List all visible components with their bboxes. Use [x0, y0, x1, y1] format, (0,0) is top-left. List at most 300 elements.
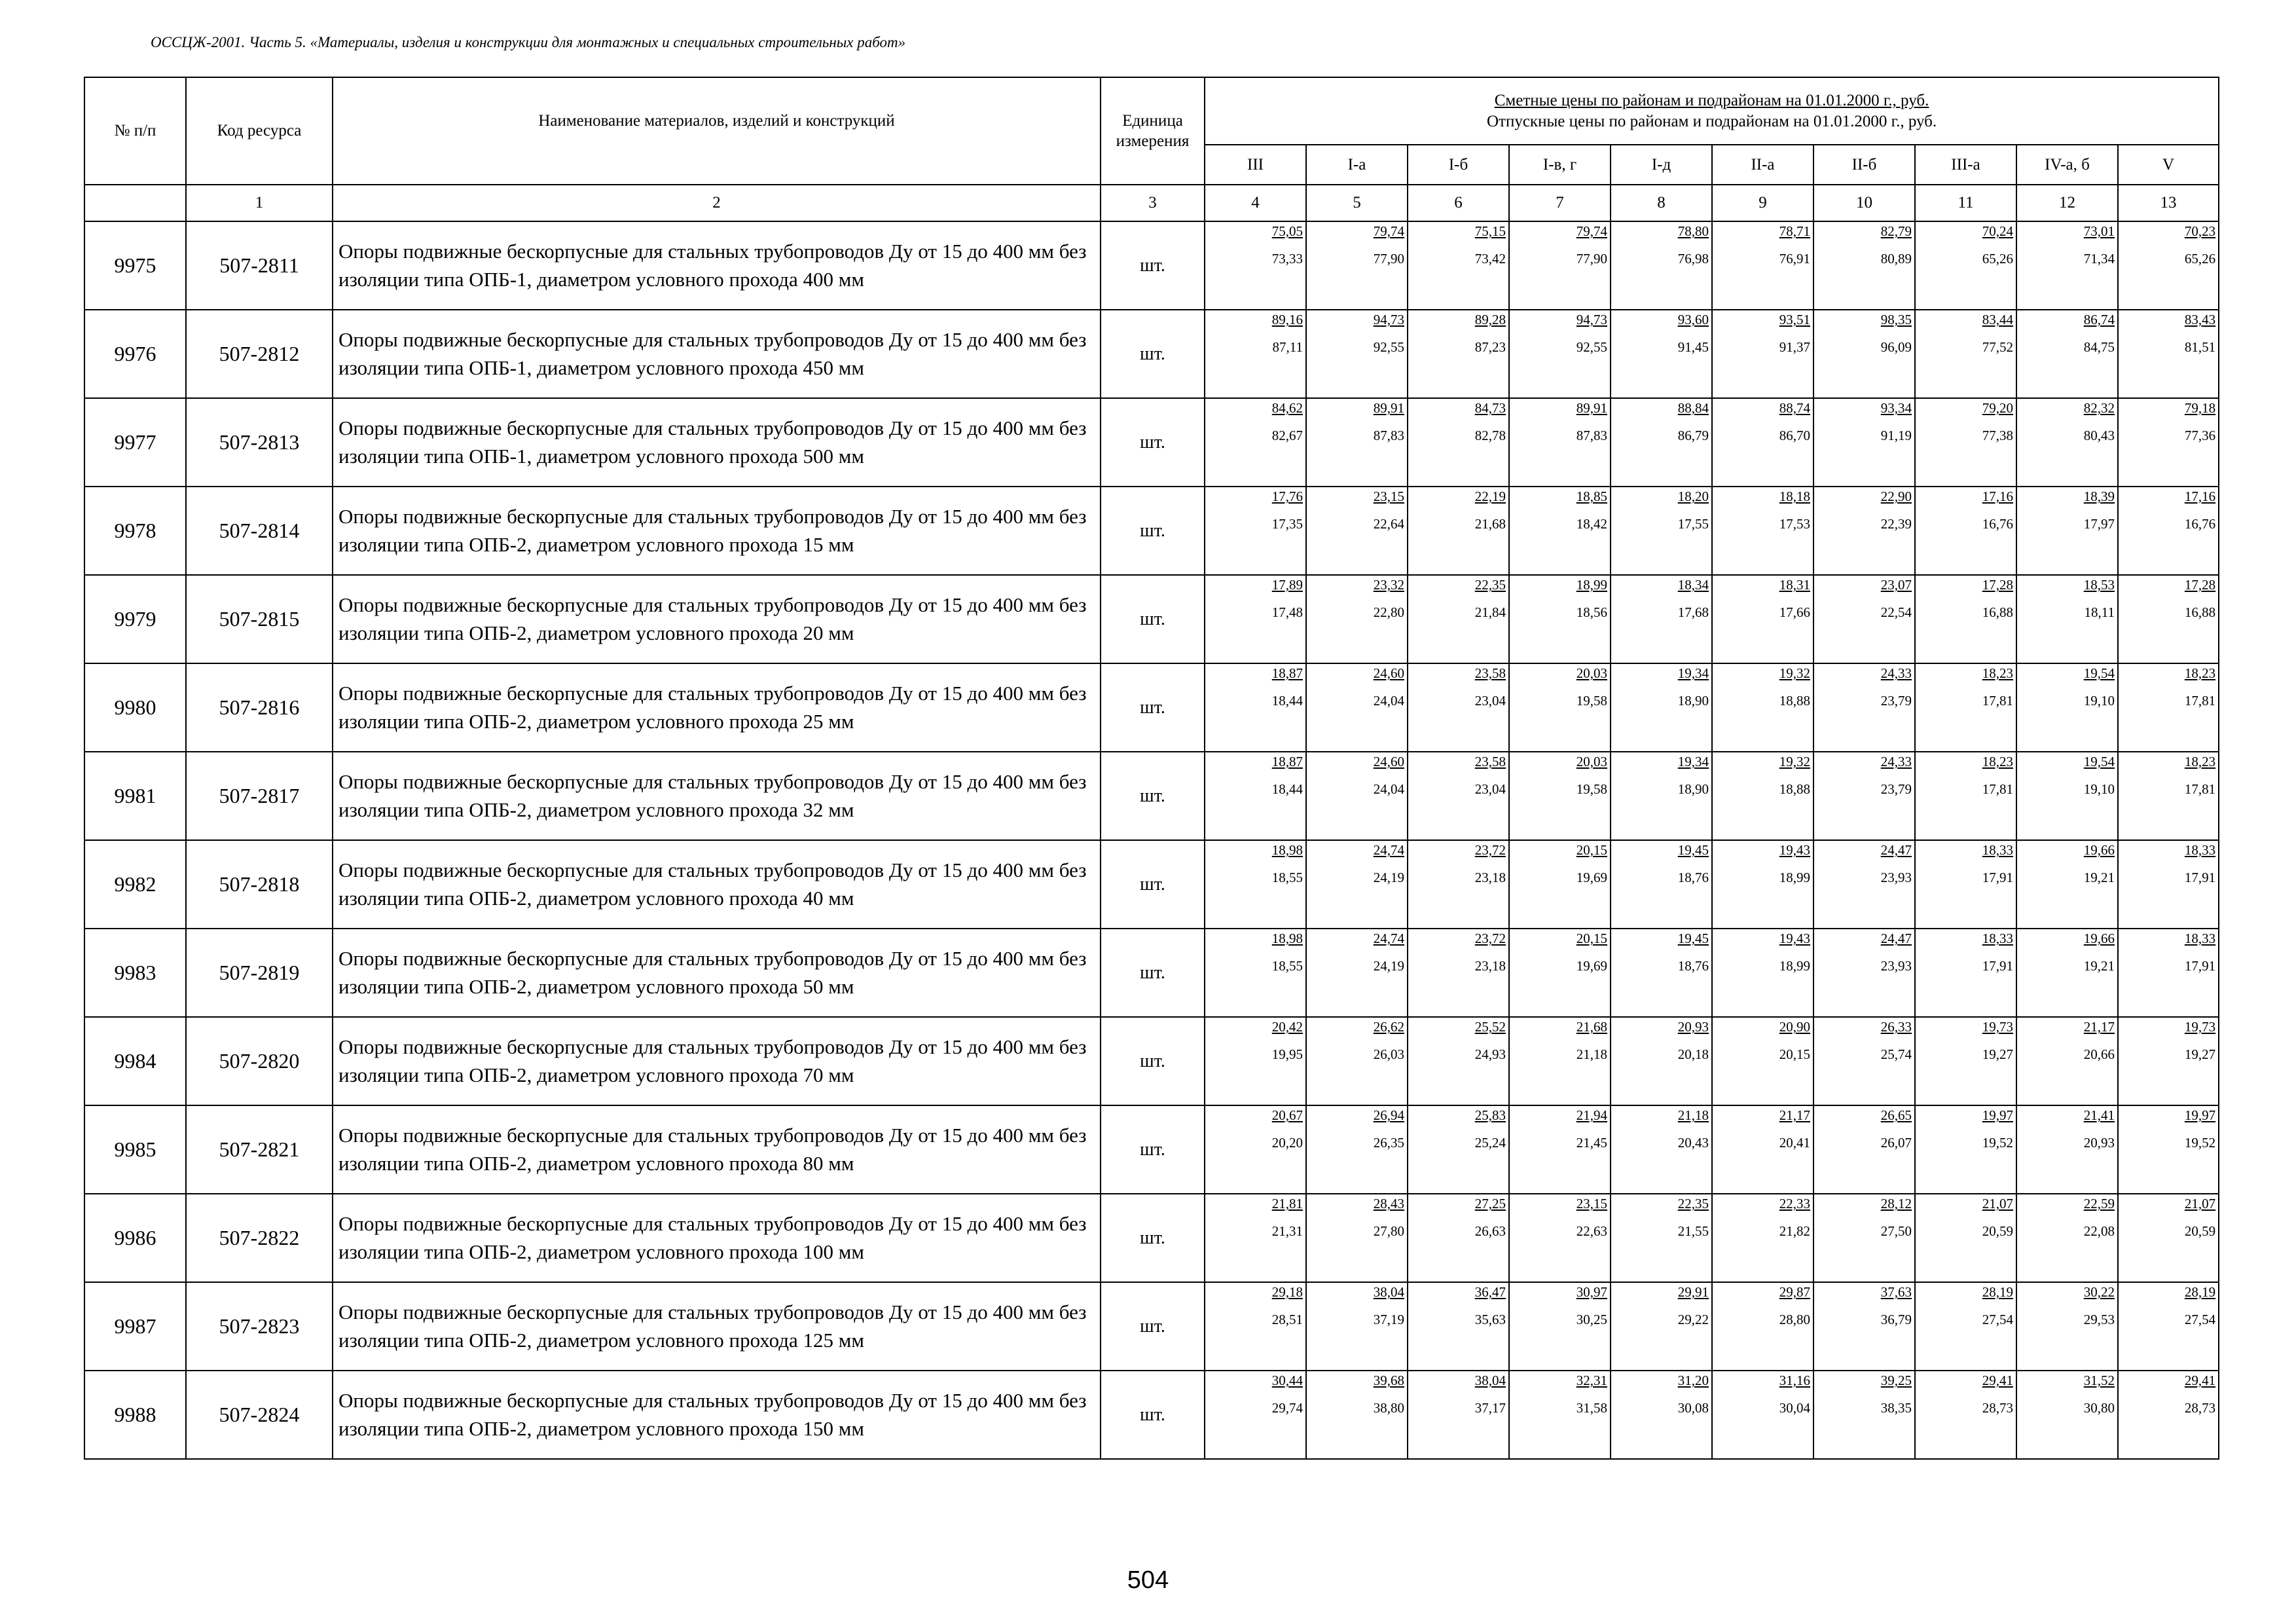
release-price: 26,35: [1373, 1135, 1404, 1151]
price-cell: [2016, 840, 2118, 929]
estimated-price: 19,32: [1779, 754, 1810, 769]
resource-code: 507-2823: [186, 1282, 333, 1371]
estimated-price: 19,73: [1982, 1019, 2013, 1035]
table-row: [84, 1282, 2219, 1371]
resource-code: 507-2814: [186, 487, 333, 575]
release-price: 24,19: [1373, 958, 1404, 974]
estimated-price: 24,60: [1373, 665, 1404, 681]
release-price: 77,36: [2184, 428, 2216, 443]
price-cell: [2118, 1282, 2219, 1371]
release-price: 20,41: [1779, 1135, 1810, 1151]
release-price: 24,04: [1373, 693, 1404, 709]
estimated-price: 23,72: [1474, 931, 1506, 946]
release-price: 20,18: [1677, 1046, 1709, 1062]
estimated-price: 19,34: [1677, 665, 1709, 681]
release-price: 19,10: [2083, 781, 2115, 797]
price-cell: [2118, 575, 2219, 663]
estimated-price: 17,28: [2184, 577, 2216, 593]
header-prices-estimated: Сметные цены по районам и подрайонам на 01.01.2000 г., руб.: [1494, 92, 1929, 110]
estimated-price: 21,07: [1982, 1196, 2013, 1211]
estimated-price: 93,34: [1880, 400, 1912, 416]
price-cell: [1408, 221, 1509, 310]
release-price: 65,26: [1982, 251, 2013, 267]
release-price: 18,42: [1576, 516, 1607, 532]
estimated-price: 26,62: [1373, 1019, 1404, 1035]
row-number: 9978: [84, 487, 186, 575]
release-price: 38,80: [1373, 1400, 1404, 1416]
release-price: 18,88: [1779, 781, 1810, 797]
release-price: 27,50: [1880, 1223, 1912, 1239]
estimated-price: 28,12: [1880, 1196, 1912, 1211]
estimated-price: 79,18: [2184, 400, 2216, 416]
material-name: Опоры подвижные бескорпусные для стальных трубопроводов Ду от 15 до 400 мм без изоляции типа ОПБ-2, диаметром условного прохода 15 мм: [333, 487, 1101, 575]
table-row: [84, 487, 2219, 575]
header-num: № п/п: [84, 77, 186, 185]
estimated-price: 22,33: [1779, 1196, 1810, 1211]
estimated-price: 31,52: [2083, 1373, 2115, 1388]
price-cell: [1509, 1017, 1611, 1105]
estimated-price: 23,15: [1373, 489, 1404, 504]
release-price: 19,27: [2184, 1046, 2216, 1062]
release-price: 19,21: [2083, 870, 2115, 885]
release-price: 17,81: [1982, 693, 2013, 709]
release-price: 82,67: [1271, 428, 1303, 443]
header-name: Наименование материалов, изделий и конструкций: [333, 77, 1101, 185]
estimated-price: 18,23: [1982, 665, 2013, 681]
release-price: 19,69: [1576, 958, 1607, 974]
release-price: 73,42: [1474, 251, 1506, 267]
release-price: 17,91: [1982, 870, 2013, 885]
unit-of-measure: шт.: [1101, 575, 1205, 663]
column-number: 13: [2118, 185, 2219, 221]
table-row: [84, 1194, 2219, 1282]
material-name: Опоры подвижные бескорпусные для стальных трубопроводов Ду от 15 до 400 мм без изоляции типа ОПБ-1, диаметром условного прохода 400 мм: [333, 221, 1101, 310]
estimated-price: 18,33: [2184, 842, 2216, 858]
resource-code: 507-2817: [186, 752, 333, 840]
release-price: 71,34: [2083, 251, 2115, 267]
release-price: 18,76: [1677, 958, 1709, 974]
row-number: 9983: [84, 929, 186, 1017]
estimated-price: 18,39: [2083, 489, 2115, 504]
price-cell: [1915, 1105, 2016, 1194]
price-cell: [1915, 1194, 2016, 1282]
estimated-price: 20,67: [1271, 1107, 1303, 1123]
release-price: 17,97: [2083, 516, 2115, 532]
estimated-price: 18,98: [1271, 842, 1303, 858]
release-price: 31,58: [1576, 1400, 1607, 1416]
resource-code: 507-2822: [186, 1194, 333, 1282]
price-cell: [1611, 840, 1712, 929]
price-cell: [1306, 310, 1408, 398]
release-price: 28,73: [2184, 1400, 2216, 1416]
unit-of-measure: шт.: [1101, 929, 1205, 1017]
price-cell: [1813, 1105, 1915, 1194]
material-name: Опоры подвижные бескорпусные для стальных трубопроводов Ду от 15 до 400 мм без изоляции типа ОПБ-2, диаметром условного прохода 100 мм: [333, 1194, 1101, 1282]
release-price: 77,38: [1982, 428, 2013, 443]
estimated-price: 19,45: [1677, 931, 1709, 946]
price-cell: [1813, 221, 1915, 310]
price-cell: [1611, 487, 1712, 575]
price-cell: [2118, 840, 2219, 929]
price-cell: [1509, 310, 1611, 398]
release-price: 18,99: [1779, 870, 1810, 885]
price-cell: [1712, 487, 1813, 575]
price-cell: [2016, 1282, 2118, 1371]
column-number: 1: [186, 185, 333, 221]
table-row: [84, 1017, 2219, 1105]
price-cell: [1712, 840, 1813, 929]
column-number: 2: [333, 185, 1101, 221]
column-number: 7: [1509, 185, 1611, 221]
table-row: [84, 398, 2219, 487]
price-cell: [2118, 752, 2219, 840]
price-cell: [1712, 752, 1813, 840]
release-price: 23,93: [1880, 870, 1912, 885]
release-price: 22,54: [1880, 604, 1912, 620]
release-price: 18,90: [1677, 781, 1709, 797]
row-number: 9988: [84, 1371, 186, 1459]
price-cell: [1712, 221, 1813, 310]
header-prices: [1205, 77, 2219, 145]
price-cell: [1306, 575, 1408, 663]
release-price: 73,33: [1271, 251, 1303, 267]
estimated-price: 26,94: [1373, 1107, 1404, 1123]
column-number: 5: [1306, 185, 1408, 221]
estimated-price: 23,07: [1880, 577, 1912, 593]
release-price: 16,76: [1982, 516, 2013, 532]
estimated-price: 22,35: [1474, 577, 1506, 593]
estimated-price: 19,34: [1677, 754, 1709, 769]
price-cell: [2016, 1371, 2118, 1459]
estimated-price: 19,97: [2184, 1107, 2216, 1123]
release-price: 24,04: [1373, 781, 1404, 797]
release-price: 20,43: [1677, 1135, 1709, 1151]
price-cell: [1509, 1282, 1611, 1371]
price-cell: [1306, 752, 1408, 840]
price-cell: [1712, 663, 1813, 752]
material-name: Опоры подвижные бескорпусные для стальных трубопроводов Ду от 15 до 400 мм без изоляции типа ОПБ-1, диаметром условного прохода 500 мм: [333, 398, 1101, 487]
estimated-price: 23,58: [1474, 665, 1506, 681]
unit-of-measure: шт.: [1101, 752, 1205, 840]
estimated-price: 98,35: [1880, 312, 1912, 327]
estimated-price: 18,23: [1982, 754, 2013, 769]
price-cell: [1408, 1105, 1509, 1194]
release-price: 82,78: [1474, 428, 1506, 443]
header-region: I-б: [1408, 145, 1509, 185]
price-cell: [1712, 398, 1813, 487]
release-price: 16,88: [1982, 604, 2013, 620]
price-cell: [1408, 575, 1509, 663]
estimated-price: 27,25: [1474, 1196, 1506, 1211]
release-price: 21,45: [1576, 1135, 1607, 1151]
resource-code: 507-2816: [186, 663, 333, 752]
estimated-price: 70,24: [1982, 223, 2013, 239]
price-cell: [1205, 752, 1306, 840]
estimated-price: 19,43: [1779, 931, 1810, 946]
release-price: 20,20: [1271, 1135, 1303, 1151]
release-price: 21,18: [1576, 1046, 1607, 1062]
table-row: [84, 929, 2219, 1017]
release-price: 27,54: [1982, 1312, 2013, 1327]
estimated-price: 21,94: [1576, 1107, 1607, 1123]
estimated-price: 19,32: [1779, 665, 1810, 681]
resource-code: 507-2812: [186, 310, 333, 398]
page-number: 504: [1127, 1566, 1169, 1594]
release-price: 81,51: [2184, 339, 2216, 355]
price-cell: [1205, 1105, 1306, 1194]
price-cell: [1306, 929, 1408, 1017]
estimated-price: 18,33: [2184, 931, 2216, 946]
release-price: 20,15: [1779, 1046, 1810, 1062]
price-cell: [1611, 663, 1712, 752]
release-price: 20,59: [2184, 1223, 2216, 1239]
price-cell: [2016, 1017, 2118, 1105]
price-cell: [1408, 398, 1509, 487]
estimated-price: 89,91: [1576, 400, 1607, 416]
estimated-price: 79,74: [1373, 223, 1404, 239]
header-region: II-б: [1813, 145, 1915, 185]
price-cell: [1611, 1017, 1712, 1105]
release-price: 23,04: [1474, 693, 1506, 709]
release-price: 91,37: [1779, 339, 1810, 355]
price-cell: [2016, 398, 2118, 487]
release-price: 25,74: [1880, 1046, 1912, 1062]
column-number: 11: [1915, 185, 2016, 221]
unit-of-measure: шт.: [1101, 1194, 1205, 1282]
running-header: ОССЦЖ-2001. Часть 5. «Материалы, изделия и конструкции для монтажных и специальных строительных работ»: [151, 34, 906, 50]
release-price: 17,91: [1982, 958, 2013, 974]
header-region: II-а: [1712, 145, 1813, 185]
estimated-price: 39,68: [1373, 1373, 1404, 1388]
estimated-price: 18,98: [1271, 931, 1303, 946]
estimated-price: 17,28: [1982, 577, 2013, 593]
price-cell: [2016, 487, 2118, 575]
price-cell: [1813, 752, 1915, 840]
resource-code: 507-2824: [186, 1371, 333, 1459]
price-cell: [1611, 310, 1712, 398]
resource-code: 507-2815: [186, 575, 333, 663]
price-cell: [1306, 1194, 1408, 1282]
release-price: 19,52: [2184, 1135, 2216, 1151]
estimated-price: 93,60: [1677, 312, 1709, 327]
unit-of-measure: шт.: [1101, 310, 1205, 398]
estimated-price: 79,20: [1982, 400, 2013, 416]
material-name: Опоры подвижные бескорпусные для стальных трубопроводов Ду от 15 до 400 мм без изоляции типа ОПБ-2, диаметром условного прохода 40 мм: [333, 840, 1101, 929]
release-price: 29,74: [1271, 1400, 1303, 1416]
price-cell: [1306, 663, 1408, 752]
estimated-price: 19,54: [2083, 754, 2115, 769]
estimated-price: 28,19: [1982, 1284, 2013, 1300]
price-cell: [1205, 929, 1306, 1017]
price-cell: [1813, 1017, 1915, 1105]
estimated-price: 20,03: [1576, 754, 1607, 769]
price-cell: [1205, 398, 1306, 487]
price-cell: [1712, 1194, 1813, 1282]
estimated-price: 18,23: [2184, 754, 2216, 769]
release-price: 28,80: [1779, 1312, 1810, 1327]
release-price: 23,79: [1880, 693, 1912, 709]
release-price: 16,88: [2184, 604, 2216, 620]
estimated-price: 29,41: [1982, 1373, 2013, 1388]
estimated-price: 20,93: [1677, 1019, 1709, 1035]
release-price: 17,81: [2184, 693, 2216, 709]
price-cell: [1611, 221, 1712, 310]
unit-of-measure: шт.: [1101, 398, 1205, 487]
price-cell: [1509, 398, 1611, 487]
price-cell: [1408, 1017, 1509, 1105]
price-cell: [2118, 929, 2219, 1017]
estimated-price: 70,23: [2184, 223, 2216, 239]
material-name: Опоры подвижные бескорпусные для стальных трубопроводов Ду от 15 до 400 мм без изоляции типа ОПБ-2, диаметром условного прохода 125 мм: [333, 1282, 1101, 1371]
estimated-price: 22,59: [2083, 1196, 2115, 1211]
release-price: 23,79: [1880, 781, 1912, 797]
release-price: 21,55: [1677, 1223, 1709, 1239]
estimated-price: 19,54: [2083, 665, 2115, 681]
estimated-price: 23,32: [1373, 577, 1404, 593]
release-price: 18,76: [1677, 870, 1709, 885]
release-price: 80,89: [1880, 251, 1912, 267]
estimated-price: 18,33: [1982, 842, 2013, 858]
release-price: 19,95: [1271, 1046, 1303, 1062]
price-cell: [2118, 398, 2219, 487]
estimated-price: 24,74: [1373, 842, 1404, 858]
estimated-price: 83,43: [2184, 312, 2216, 327]
release-price: 84,75: [2083, 339, 2115, 355]
estimated-price: 24,33: [1880, 754, 1912, 769]
release-price: 26,03: [1373, 1046, 1404, 1062]
price-cell: [1408, 1282, 1509, 1371]
release-price: 37,19: [1373, 1312, 1404, 1327]
price-cell: [1915, 221, 2016, 310]
price-cell: [2118, 221, 2219, 310]
release-price: 92,55: [1373, 339, 1404, 355]
estimated-price: 37,63: [1880, 1284, 1912, 1300]
estimated-price: 82,32: [2083, 400, 2115, 416]
estimated-price: 19,73: [2184, 1019, 2216, 1035]
resource-code: 507-2811: [186, 221, 333, 310]
release-price: 18,44: [1271, 781, 1303, 797]
release-price: 27,80: [1373, 1223, 1404, 1239]
row-number: 9981: [84, 752, 186, 840]
release-price: 77,90: [1373, 251, 1404, 267]
estimated-price: 29,18: [1271, 1284, 1303, 1300]
price-cell: [1813, 840, 1915, 929]
release-price: 17,66: [1779, 604, 1810, 620]
header-region: V: [2118, 145, 2219, 185]
release-price: 37,17: [1474, 1400, 1506, 1416]
price-cell: [2118, 1371, 2219, 1459]
price-cell: [2016, 929, 2118, 1017]
estimated-price: 21,81: [1271, 1196, 1303, 1211]
price-cell: [1509, 1371, 1611, 1459]
resource-code: 507-2818: [186, 840, 333, 929]
price-cell: [1306, 1371, 1408, 1459]
price-cell: [1712, 1371, 1813, 1459]
price-cell: [1509, 575, 1611, 663]
price-cell: [2016, 310, 2118, 398]
table-row: [84, 310, 2219, 398]
release-price: 23,18: [1474, 958, 1506, 974]
release-price: 26,63: [1474, 1223, 1506, 1239]
header-region: I-в, г: [1509, 145, 1611, 185]
estimated-price: 19,66: [2083, 931, 2115, 946]
row-number: 9976: [84, 310, 186, 398]
price-cell: [2118, 310, 2219, 398]
release-price: 17,53: [1779, 516, 1810, 532]
price-cell: [1306, 840, 1408, 929]
release-price: 19,27: [1982, 1046, 2013, 1062]
price-cell: [1306, 1282, 1408, 1371]
estimated-price: 26,33: [1880, 1019, 1912, 1035]
column-number: 6: [1408, 185, 1509, 221]
estimated-price: 24,60: [1373, 754, 1404, 769]
release-price: 21,82: [1779, 1223, 1810, 1239]
estimated-price: 18,20: [1677, 489, 1709, 504]
release-price: 30,80: [2083, 1400, 2115, 1416]
price-cell: [1408, 1371, 1509, 1459]
estimated-price: 19,45: [1677, 842, 1709, 858]
estimated-price: 28,43: [1373, 1196, 1404, 1211]
unit-of-measure: шт.: [1101, 1371, 1205, 1459]
estimated-price: 29,91: [1677, 1284, 1709, 1300]
estimated-price: 22,35: [1677, 1196, 1709, 1211]
header-region: I-д: [1611, 145, 1712, 185]
estimated-price: 30,44: [1271, 1373, 1303, 1388]
release-price: 77,90: [1576, 251, 1607, 267]
release-price: 20,66: [2083, 1046, 2115, 1062]
price-cell: [1205, 1194, 1306, 1282]
unit-of-measure: шт.: [1101, 1105, 1205, 1194]
material-name: Опоры подвижные бескорпусные для стальных трубопроводов Ду от 15 до 400 мм без изоляции типа ОПБ-2, диаметром условного прохода 20 мм: [333, 575, 1101, 663]
release-price: 65,26: [2184, 251, 2216, 267]
price-cell: [1205, 1371, 1306, 1459]
price-cell: [2118, 663, 2219, 752]
release-price: 18,88: [1779, 693, 1810, 709]
release-price: 87,23: [1474, 339, 1506, 355]
table-row: [84, 1371, 2219, 1459]
release-price: 36,79: [1880, 1312, 1912, 1327]
price-cell: [1611, 929, 1712, 1017]
release-price: 87,83: [1576, 428, 1607, 443]
unit-of-measure: шт.: [1101, 221, 1205, 310]
estimated-price: 25,83: [1474, 1107, 1506, 1123]
estimated-price: 23,58: [1474, 754, 1506, 769]
release-price: 19,10: [2083, 693, 2115, 709]
price-cell: [1408, 663, 1509, 752]
release-price: 19,52: [1982, 1135, 2013, 1151]
price-cell: [1509, 1105, 1611, 1194]
column-number: 10: [1813, 185, 1915, 221]
resource-code: 507-2821: [186, 1105, 333, 1194]
price-cell: [1408, 1194, 1509, 1282]
resource-code: 507-2820: [186, 1017, 333, 1105]
release-price: 30,25: [1576, 1312, 1607, 1327]
price-cell: [1509, 487, 1611, 575]
estimated-price: 78,71: [1779, 223, 1810, 239]
release-price: 19,21: [2083, 958, 2115, 974]
estimated-price: 25,52: [1474, 1019, 1506, 1035]
release-price: 27,54: [2184, 1312, 2216, 1327]
price-cell: [1205, 487, 1306, 575]
price-cell: [1915, 840, 2016, 929]
release-price: 21,84: [1474, 604, 1506, 620]
material-name: Опоры подвижные бескорпусные для стальных трубопроводов Ду от 15 до 400 мм без изоляции типа ОПБ-2, диаметром условного прохода 32 мм: [333, 752, 1101, 840]
price-cell: [1306, 221, 1408, 310]
estimated-price: 36,47: [1474, 1284, 1506, 1300]
price-cell: [1813, 1371, 1915, 1459]
price-cell: [1509, 221, 1611, 310]
estimated-price: 18,33: [1982, 931, 2013, 946]
